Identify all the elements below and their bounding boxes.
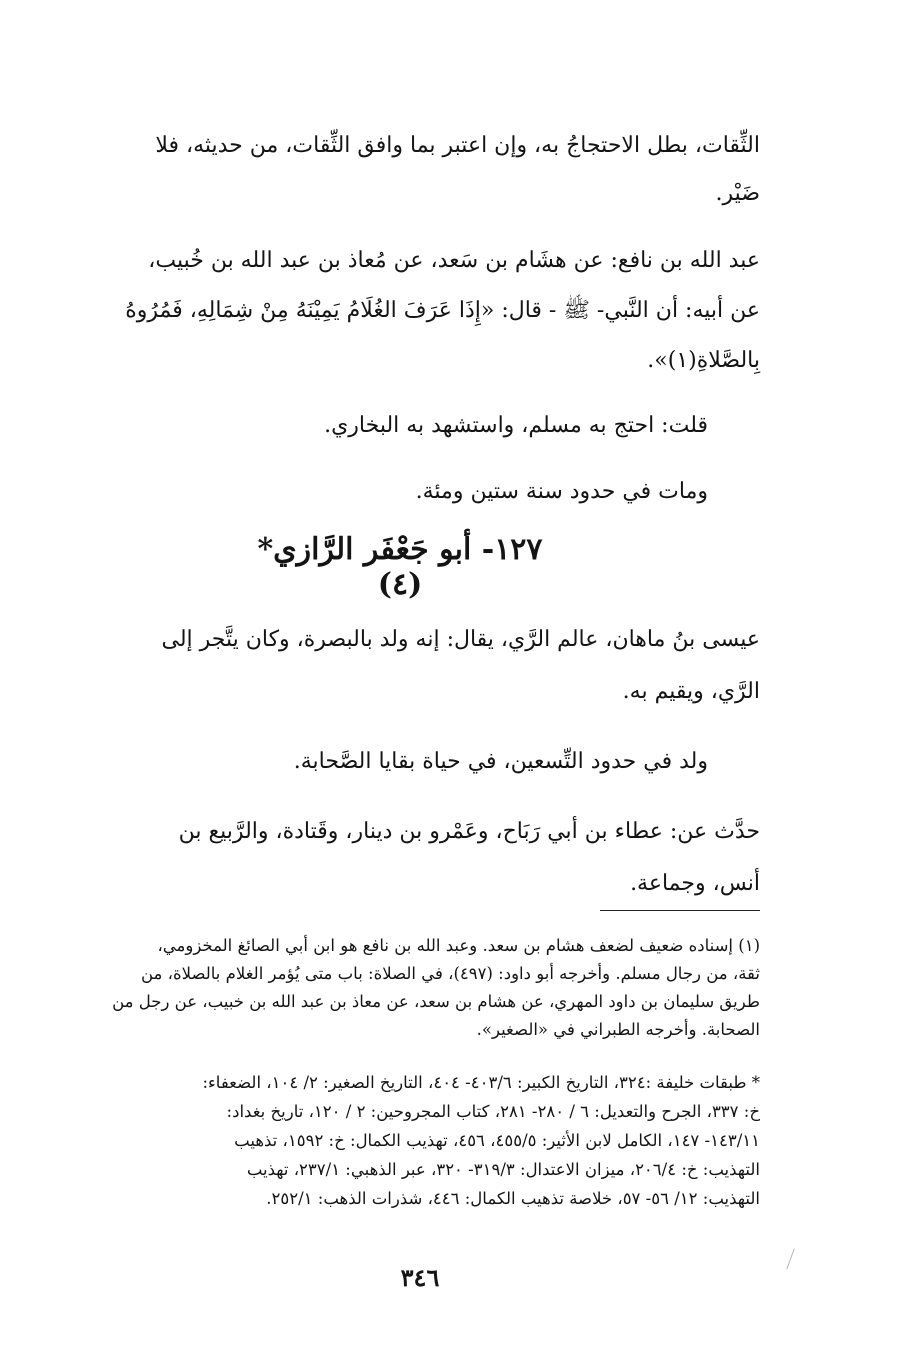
text-line: قلت: احتج به مسلم، واستشهد به البخاري. <box>324 413 708 438</box>
text-line: عبد الله بن نافع: عن هشَام بن سَعد، عن مُعاذ بن عبد الله بن خُبيب، <box>148 248 760 273</box>
text-line: ومات في حدود سنة ستين ومئة. <box>415 479 708 504</box>
scan-mark <box>786 1248 794 1269</box>
footnote-line: التهذيب: ١٢/ ٥٦- ٥٧، خلاصة تذهيب الكمال: ٤٤٦، شذرات الذهب: ٢٥٢/١. <box>266 1189 760 1208</box>
footnote-line: * طبقات خليفة :٣٢٤، التاريخ الكبير: ٤٠٣/٦- ٤٠٤، التاريخ الصغير: ٢/ ١٠٤، الضعفاء: <box>202 1073 760 1092</box>
footnote-line: ١٤٣/١١- ١٤٧، الكامل لابن الأثير: ٤٥٥/٥، ٤٥٦، تهذيب الكمال: خ: ١٥٩٢، تذهيب <box>234 1131 760 1150</box>
footnote-line: التهذيب: خ: ٢٠٦/٤، ميزان الاعتدال: ٣١٩/٣- ٣٢٠، عبر الذهبي: ٢٣٧/١، تهذيب <box>246 1160 760 1179</box>
text-line: الثِّقات، بطل الاحتجاجُ به، وإن اعتبر بما وافق الثِّقات، من حديثه، فلا <box>155 133 760 158</box>
entry-title: ١٢٧- أبو جَعْفَر الرَّازي* (٤) <box>257 532 543 602</box>
text-line: أنس، وجماعة. <box>630 871 760 896</box>
paragraph-continuation <box>92 122 760 218</box>
paragraph-birth <box>92 738 760 786</box>
footnote-line: طريق سليمان بن داود المهري، عن هشام بن سعد، عن معاذ بن عبد الله بن خبيب، عن رجل من <box>112 992 760 1011</box>
footnote-1 <box>92 932 760 1044</box>
footnote-line: ثقة، من رجال مسلم. وأخرجه أبو داود: (٤٩٧)، في الصلاة: باب متى يُؤمر الغلام بالصلاة، من <box>140 964 760 983</box>
text-line: ولد في حدود التِّسعين، في حياة بقايا الصَّحابة. <box>293 749 708 774</box>
text-line: ضَيْر. <box>715 181 760 206</box>
page-number: ٣٤٦ <box>400 1263 440 1292</box>
text-line: عيسى بنُ ماهان، عالم الرَّي، يقال: إنه ولد بالبصرة، وكان يتَّجر إلى <box>161 627 760 652</box>
text-line: عن أبيه: أن النَّبي- ﷺ - قال: «إِذَا عَرَفَ الغُلَامُ يَمِيْنَهُ مِنْ شِمَالِهِ، فَمُرُوهُ <box>125 298 760 323</box>
paragraph-hadith <box>92 236 760 386</box>
footnote-line: خ: ٣٣٧، الجرح والتعديل: ٦ / ٢٨٠- ٢٨١، كتاب المجروحين: ٢ / ١٢٠، تاريخ بغداد: <box>226 1102 760 1121</box>
paragraph-death <box>92 468 760 516</box>
footnote-line: (١) إسناده ضعيف لضعف هشام بن سعد. وعبد الله بن نافع هو ابن أبي الصائغ المخزومي، <box>157 936 760 955</box>
paragraph-comment <box>92 402 760 450</box>
paragraph-teachers <box>92 806 760 910</box>
footnote-line: الصحابة. وأخرجه الطبراني في «الصغير». <box>476 1020 760 1039</box>
footnote-sources <box>92 1068 760 1213</box>
text-line: حدَّث عن: عطاء بن أبي رَبَاح، وعَمْرو بن دينار، وقَتادة، والرَّبيع بن <box>178 819 760 844</box>
text-line: الرَّي، ويقيم به. <box>622 679 760 704</box>
paragraph-biography <box>92 614 760 718</box>
footnote-separator <box>600 910 760 911</box>
text-line: بِالصَّلاةِ(١)». <box>647 348 760 373</box>
